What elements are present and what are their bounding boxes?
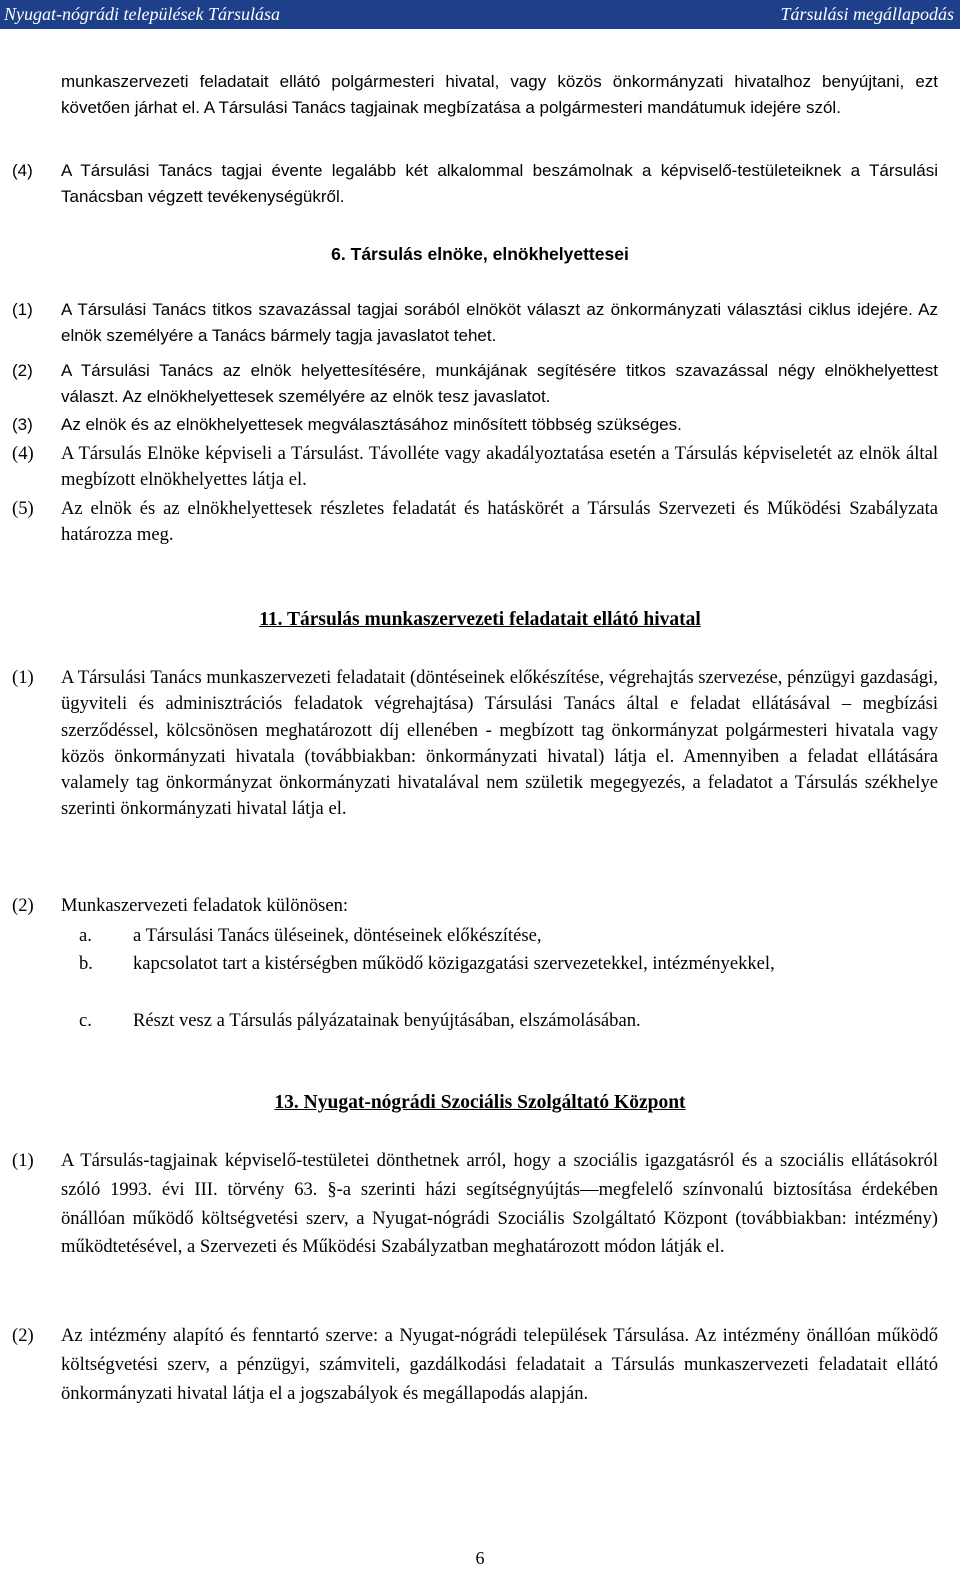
list-item-text: a Társulási Tanács üléseinek, döntéseinek előkészítése, (133, 925, 542, 946)
list-item-c (79, 1008, 938, 1034)
section-11-title-text: 11. Társulás munkaszervezeti feladatait ellátó hivatal (259, 609, 701, 630)
section-6-paragraph-5 (12, 496, 938, 547)
paragraph-number: (4) (12, 443, 34, 464)
header-left-title: Nyugat-nógrádi települések Társulása (4, 4, 280, 24)
section-13-title-text: 13. Nyugat-nógrádi Szociális Szolgáltató Központ (274, 1092, 686, 1113)
paragraph-number: (1) (12, 1150, 34, 1171)
paragraph-number: (2) (12, 895, 34, 916)
list-item-a (79, 923, 938, 949)
paragraph-text: A Társulás Elnöke képviseli a Társulást. Távolléte vagy akadályoztatása esetén a Társulás képviseletét az elnök által megbízott elnökhelyettes látja el. (61, 443, 938, 490)
header-right-title: Társulási megállapodás (780, 4, 954, 24)
page-header (0, 0, 960, 29)
list-item-letter: a. (79, 925, 92, 946)
section-6-paragraph-2 (12, 358, 938, 409)
paragraph-number: (1) (12, 667, 34, 688)
section-6-title: 6. Társulás elnöke, elnökhelyettesei (331, 244, 629, 264)
page-number: 6 (475, 1548, 485, 1568)
paragraph-text: Az intézmény alapító és fenntartó szerve: a Nyugat-nógrádi települések Társulása. Az intézmény önállóan működő költségvetési szerv, a pénzügyi, számviteli, gazdálkodási feladatait a Társulás munkaszervezeti feladatait ellátó önkormányzati hivatal látja el a jogszabályok és megállapodás alapján. (61, 1325, 938, 1404)
section-11-paragraph-2 (12, 893, 938, 919)
paragraph-number: (2) (12, 1325, 34, 1346)
paragraph-text: Az elnök és az elnökhelyettesek részletes feladatát és hatáskörét a Társulás Szervezeti és Működési Szabályzata határozza meg. (61, 498, 938, 545)
section-6-paragraph-3 (12, 412, 938, 438)
paragraph-text: Az elnök és az elnökhelyettesek megválasztásához minősített többség szükséges. (61, 415, 682, 434)
intro-paragraph-4 (12, 158, 938, 209)
section-13-paragraph-1 (12, 1147, 938, 1262)
paragraph-text: A Társulási Tanács munkaszervezeti feladatait (döntéseinek előkészítése, végrehajtás szervezése, pénzügyi gazdasági, ügyviteli és adminisztrációs feladatok végrehajtása) Társulási Tanács által e feladat ellátásával – megbízási szerződéssel, kölcsönösen meghatározott díj ellenében - megbízott tag önkormányzat polgármesteri hivatala vagy közös önkormányzati hivatala (továbbiakban: önkormányzati hivatal) látja el. Amennyiben a feladat ellátására valamely tag önkormányzat önkormányzati hivatalával nem születik megegyezés, a feladatot a Társulás székhelye szerinti önkormányzati hivatal látja el. (61, 667, 938, 820)
list-item-letter: c. (79, 1010, 92, 1031)
paragraph-text: A Társulási Tanács titkos szavazással tagjai sorából elnököt választ az önkormányzati választási ciklus idejére. Az elnök személyére a Tanács bármely tagja javaslatot tehet. (61, 300, 938, 345)
list-item-text: kapcsolatot tart a kistérségben működő közigazgatási szervezetekkel, intézményekkel, (133, 953, 775, 974)
paragraph-text: Munkaszervezeti feladatok különösen: (61, 895, 349, 916)
section-11-title (0, 609, 960, 631)
list-item-text: Részt vesz a Társulás pályázatainak benyújtásában, elszámolásában. (133, 1010, 641, 1031)
section-13-paragraph-2 (12, 1322, 938, 1408)
section-6-paragraph-1 (12, 297, 938, 348)
paragraph-text: A Társulási Tanács az elnök helyettesítésére, munkájának segítésére titkos szavazással négy elnökhelyettest választ. Az elnökhelyettesek személyére az elnök tesz javaslatot. (61, 361, 938, 406)
section-11-paragraph-1 (12, 665, 938, 823)
paragraph-text: A Társulás-tagjainak képviselő-testületei dönthetnek arról, hogy a szociális igazgatásról és a szociális ellátásokról szóló 1993. évi III. törvény 63. §-a szerinti házi segítségnyújtás—megfelelő színvonalú biztosítása érdekében önállóan működő költségvetési szerv, a Nyugat-nógrádi Szociális Szolgáltató Központ (továbbiakban: intézmény) működtetésével, a Szervezeti és Működési Szabályzatban meghatározott módon látják el. (61, 1150, 938, 1258)
paragraph-number: (3) (12, 415, 33, 434)
section-13-title (0, 1092, 960, 1114)
intro-continuation: munkaszervezeti feladatait ellátó polgármesteri hivatal, vagy közös önkormányzati hivatalhoz benyújtani, ezt követően járhat el. A Társulási Tanács tagjainak megbízatása a polgármesteri mandátumuk idejére szól. (61, 72, 938, 117)
paragraph-number: (5) (12, 498, 34, 519)
section-6-paragraph-4 (12, 441, 938, 492)
paragraph-number: (2) (12, 361, 33, 380)
list-item-b (79, 951, 938, 977)
paragraph-text: A Társulási Tanács tagjai évente legalább két alkalommal beszámolnak a képviselő-testületeiknek a Társulási Tanácsban végzett tevékenységükről. (61, 161, 938, 206)
list-item-letter: b. (79, 953, 93, 974)
paragraph-number: (1) (12, 300, 33, 319)
paragraph-number: (4) (12, 161, 33, 180)
